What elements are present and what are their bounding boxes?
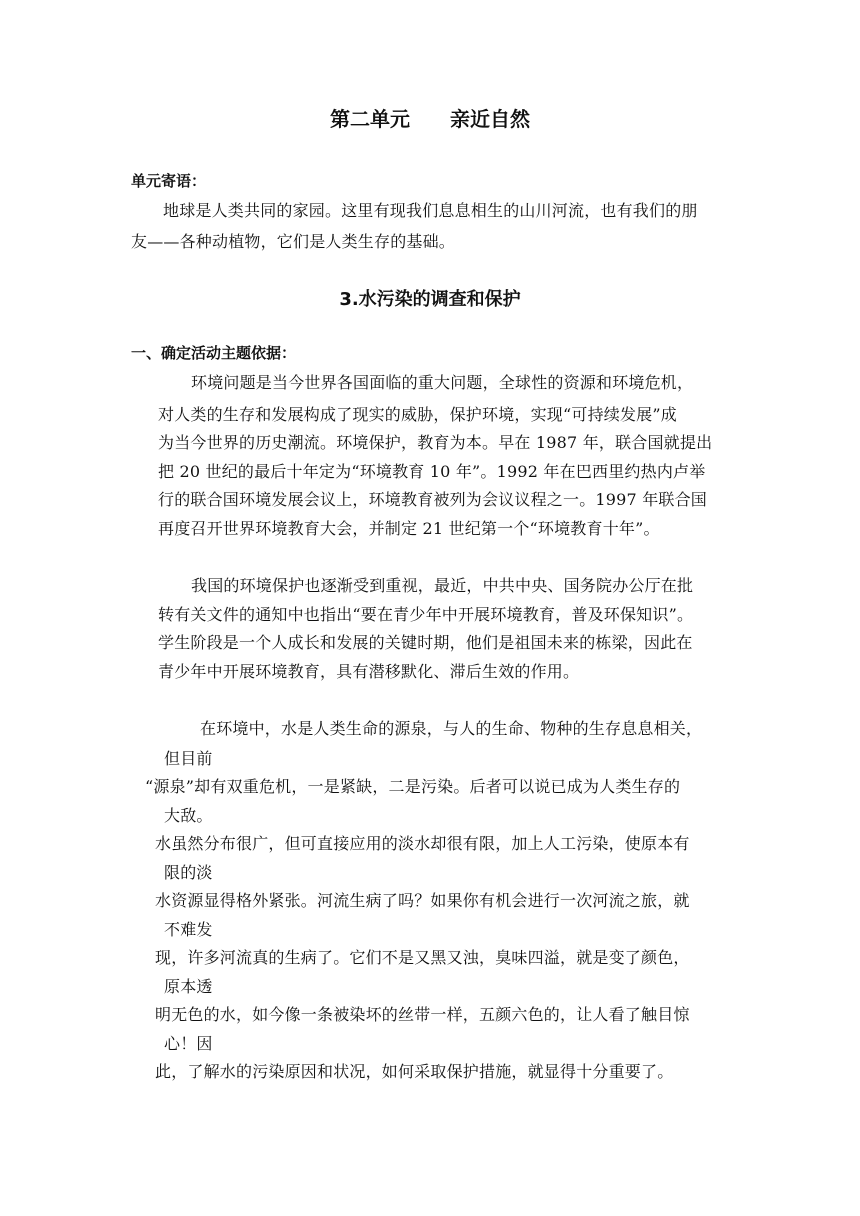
foreword-line: 友——各种动植物，它们是人类生存的基础。 [131,232,456,251]
paragraph-line: 青少年中开展环境教育，具有潜移默化、滞后生效的作用。 [158,662,580,681]
unit-title-number: 第二单元 [330,107,410,131]
paragraph-line: 对人类的生存和发展构成了现实的威胁，保护环境，实现“可持续发展”成 [158,405,677,424]
paragraph-line: 限的淡 [164,863,213,882]
paragraph-line: 学生阶段是一个人成长和发展的关键时期，他们是祖国未来的栋梁，因此在 [158,633,693,652]
paragraph-line: 在环境中，水是人类生命的源泉，与人的生命、物种的生存息息相关， [200,719,703,738]
paragraph-line: 再度召开世界环境教育大会，并制定 21 世纪第一个“环境教育十年”。 [158,519,660,538]
section-heading: 一、确定活动主题依据： [131,344,297,362]
unit-title-name: 亲近自然 [450,107,530,131]
paragraph-line: 明无色的水，如今像一条被染坏的丝带一样，五颜六色的，让人看了触目惊 [155,1005,690,1024]
paragraph-line: 行的联合国环境发展会议上，环境教育被列为会议议程之一。1997 年联合国 [158,490,708,509]
paragraph-line: 水资源显得格外紧张。河流生病了吗？如果你有机会进行一次河流之旅，就 [155,891,690,910]
paragraph-line: 我国的环境保护也逐渐受到重视，最近，中共中央、国务院办公厅在批 [191,576,694,595]
lesson-title: 3.水污染的调查和保护 [339,289,521,310]
paragraph-line: 环境问题是当今世界各国面临的重大问题，全球性的资源和环境危机， [191,373,694,392]
paragraph-line: 大敌。 [164,806,213,825]
foreword-label: 单元寄语： [131,172,207,190]
foreword-line: 地球是人类共同的家园。这里有现我们息息相生的山川河流，也有我们的朋 [163,201,698,220]
paragraph-line: 心！因 [164,1034,213,1053]
paragraph-line: 转有关文件的通知中也指出“要在青少年中开展环境教育，普及环保知识”。 [158,605,694,624]
paragraph-line: 不难发 [164,920,213,939]
paragraph-line: 水虽然分布很广，但可直接应用的淡水却很有限，加上人工污染，使原本有 [155,834,690,853]
paragraph-line: 此，了解水的污染原因和状况，如何采取保护措施，就显得十分重要了。 [155,1062,674,1081]
paragraph-line: 为当今世界的历史潮流。环境保护，教育为本。早在 1987 年，联合国就提出 [158,433,713,452]
unit-title [0,103,860,132]
paragraph-line: 但目前 [164,749,213,768]
paragraph-line: 把 20 世纪的最后十年定为“环境教育 10 年”。1992 年在巴西里约热内卢举 [158,462,706,481]
paragraph-line: “源泉”却有双重危机，一是紧缺，二是污染。后者可以说已成为人类生存的 [145,777,681,796]
paragraph-line: 原本透 [164,977,213,996]
paragraph-line: 现，许多河流真的生病了。它们不是又黑又浊，臭味四溢，就是变了颜色， [155,948,690,967]
